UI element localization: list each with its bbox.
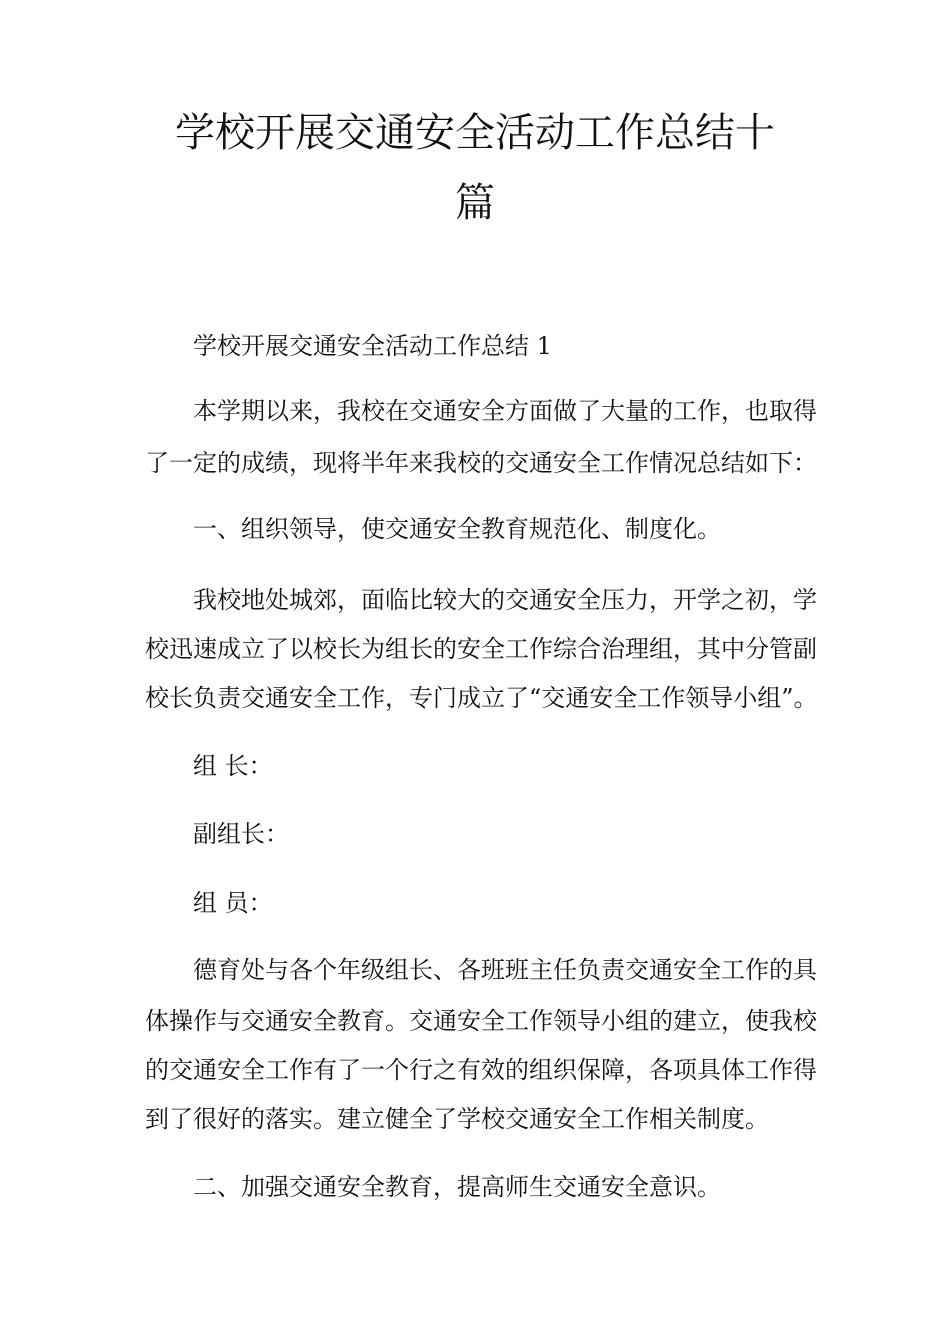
group-leader-label: 组 长： xyxy=(193,752,273,780)
paragraph-line: 的交通安全工作有了一个行之有效的组织保障，各项具体工作得 xyxy=(145,1056,817,1084)
deputy-leader-label: 副组长： xyxy=(193,820,289,848)
section-heading-summary-1: 学校开展交通安全活动工作总结 1 xyxy=(193,332,552,360)
group-member-label: 组 员： xyxy=(193,889,273,917)
paragraph-line: 校长负责交通安全工作，专门成立了“交通安全工作领导小组”。 xyxy=(145,684,818,712)
section-heading-education: 二、加强交通安全教育，提高师生交通安全意识。 xyxy=(193,1173,721,1201)
paragraph-line: 到了很好的落实。建立健全了学校交通安全工作相关制度。 xyxy=(145,1105,769,1133)
document-title-line-1: 学校开展交通安全活动工作总结十 xyxy=(175,110,775,156)
paragraph-line: 我校地处城郊，面临比较大的交通安全压力，开学之初，学 xyxy=(193,586,817,614)
paragraph-line: 了一定的成绩，现将半年来我校的交通安全工作情况总结如下： xyxy=(145,449,817,477)
paragraph-line: 本学期以来，我校在交通安全方面做了大量的工作，也取得 xyxy=(193,397,817,425)
document-title-line-2: 篇 xyxy=(455,180,495,226)
paragraph-line: 校迅速成立了以校长为组长的安全工作综合治理组，其中分管副 xyxy=(145,635,817,663)
paragraph-line: 德育处与各个年级组长、各班班主任负责交通安全工作的具 xyxy=(193,956,817,984)
paragraph-line: 体操作与交通安全教育。交通安全工作领导小组的建立，使我校 xyxy=(145,1007,817,1035)
section-heading-organization: 一、组织领导，使交通安全教育规范化、制度化。 xyxy=(193,515,721,543)
